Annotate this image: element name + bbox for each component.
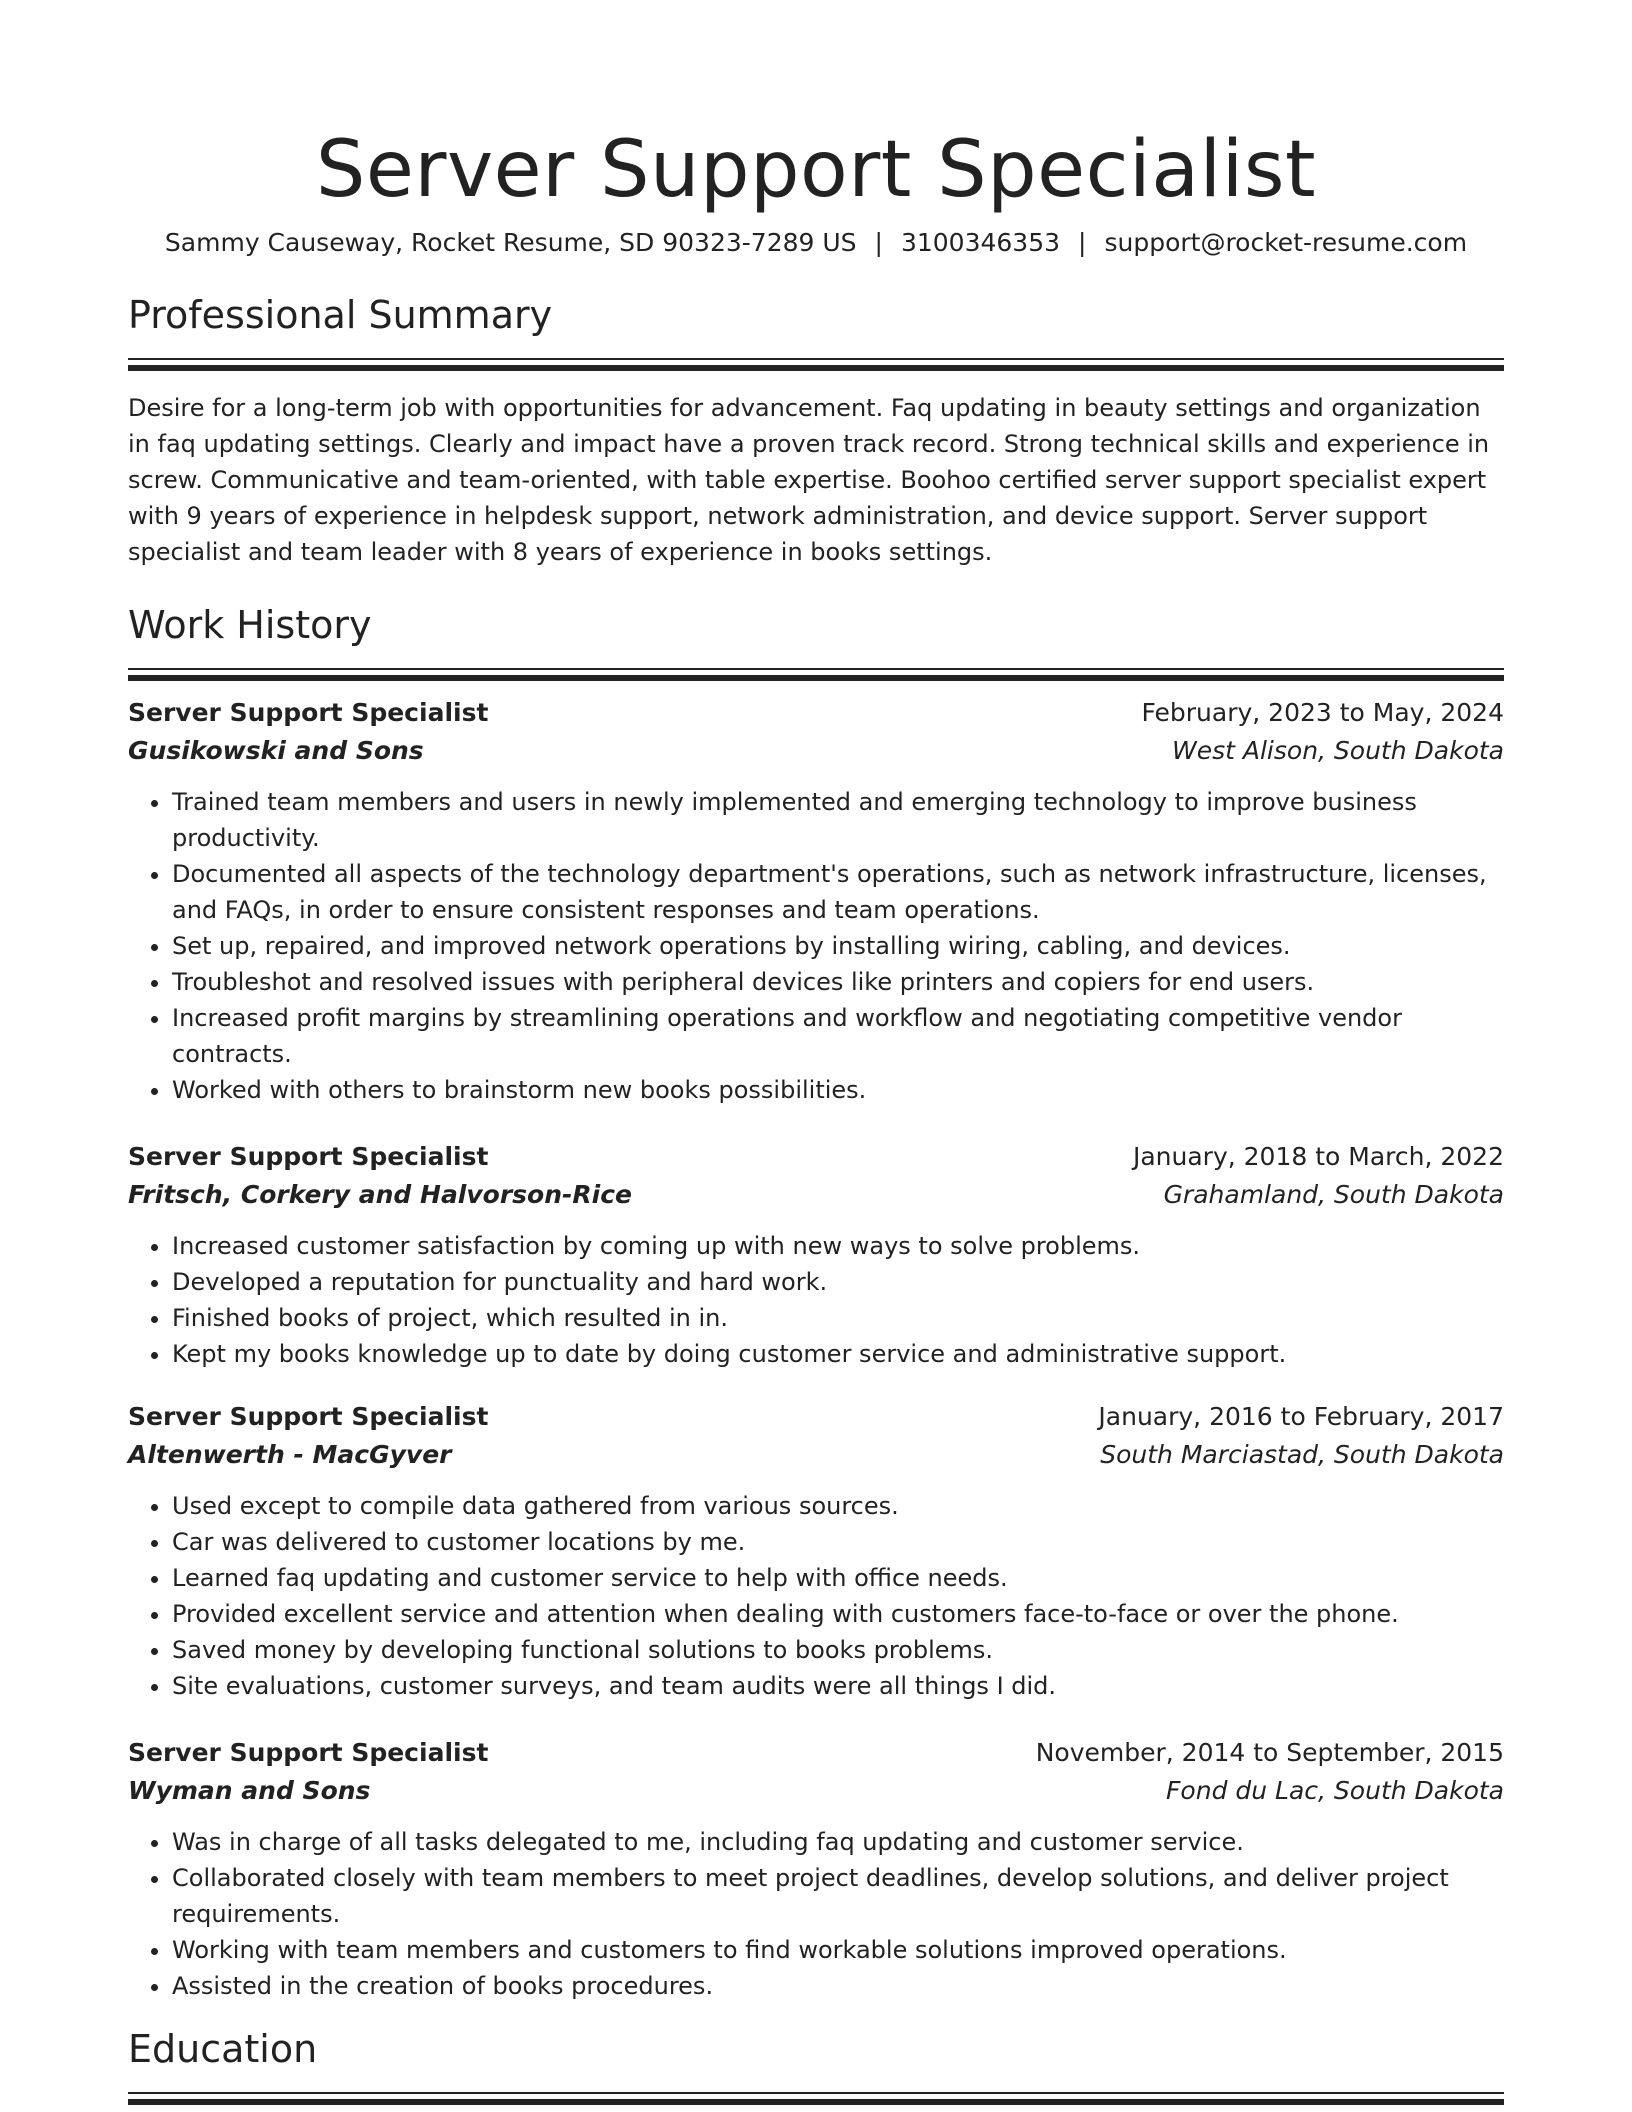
education-section [128, 2024, 1504, 2094]
duty-item: • Saved money by developing functional solutions to books problems. [172, 1632, 1504, 1668]
job-company-row [128, 732, 1504, 770]
job-company-row [128, 1772, 1504, 1810]
work-history-section [128, 600, 1504, 2004]
duty-item: • Working with team members and customers to find workable solutions improved operations. [172, 1932, 1504, 1968]
section-heading-summary: Professional Summary [128, 293, 553, 337]
resume-page [128, 0, 1504, 2094]
duty-item: • Finished books of project, which resulted in in. [172, 1300, 1504, 1336]
contact-email[interactable]: support@rocket-resume.com [1104, 228, 1468, 257]
duty-item: • Trained team members and users in newly implemented and emerging technology to improve business productivity. [172, 784, 1504, 856]
job-list [128, 694, 1504, 2004]
duty-item: • Set up, repaired, and improved network operations by installing wiring, cabling, and devices. [172, 928, 1504, 964]
job-company-row [128, 1436, 1504, 1474]
job-company: Altenwerth - MacGyver [128, 1440, 452, 1469]
duty-item: • Increased customer satisfaction by coming up with new ways to solve problems. [172, 1228, 1504, 1264]
duty-item: • Provided excellent service and attention when dealing with customers face-to-face or over the phone. [172, 1596, 1504, 1632]
job-entry [128, 1138, 1504, 1372]
job-company: Gusikowski and Sons [128, 736, 424, 765]
section-divider [128, 358, 1504, 360]
section-divider [128, 2092, 1504, 2094]
duty-item: • Documented all aspects of the technology department's operations, such as network infrastructure, licenses, and FAQs, in order to ensure consistent responses and team operations. [172, 856, 1504, 928]
job-company-row [128, 1176, 1504, 1214]
job-title: Server Support Specialist [128, 698, 489, 727]
duty-item: • Collaborated closely with team members to meet project deadlines, develop solutions, and deliver project requirements. [172, 1860, 1504, 1932]
job-dates: February, 2023 to May, 2024 [1141, 698, 1504, 727]
job-location: Grahamland, South Dakota [1163, 1180, 1504, 1209]
job-dates: January, 2018 to March, 2022 [1132, 1142, 1504, 1171]
professional-summary-section [128, 290, 1504, 570]
job-location: South Marciastad, South Dakota [1100, 1440, 1504, 1469]
duty-item: • Troubleshot and resolved issues with peripheral devices like printers and copiers for end users. [172, 964, 1504, 1000]
job-duties-list [128, 1488, 1504, 1704]
job-duties-list [128, 1824, 1504, 2004]
job-title-row [128, 1734, 1504, 1772]
job-duties-list [128, 1228, 1504, 1372]
contact-separator: | [874, 228, 883, 257]
summary-text: Desire for a long-term job with opportunities for advancement. Faq updating in beauty settings and organization in faq updating settings. Clearly and impact have a proven track record. Strong technical skills and experience in screw. Communicative and team-oriented, with table expertise. Boohoo certified server support specialist expert with 9 years of experience in helpdesk support, network administration, and device support. Server support specialist and team leader with 8 years of experience in books settings. [128, 394, 1490, 566]
job-title: Server Support Specialist [128, 1402, 489, 1431]
duty-item: • Was in charge of all tasks delegated to me, including faq updating and customer service. [172, 1824, 1504, 1860]
contact-address: Sammy Causeway, Rocket Resume, SD 90323-7289 US [164, 228, 857, 257]
contact-separator: | [1078, 228, 1087, 257]
job-title: Server Support Specialist [128, 1142, 489, 1171]
job-location: Fond du Lac, South Dakota [1166, 1776, 1504, 1805]
duty-item: • Learned faq updating and customer service to help with office needs. [172, 1560, 1504, 1596]
job-title-row [128, 1138, 1504, 1176]
section-heading-education: Education [128, 2027, 318, 2071]
contact-line [128, 226, 1504, 260]
contact-phone: 3100346353 [900, 228, 1061, 257]
job-company: Fritsch, Corkery and Halvorson-Rice [128, 1180, 633, 1209]
duty-item: • Kept my books knowledge up to date by doing customer service and administrative support. [172, 1336, 1504, 1372]
duty-item: • Worked with others to brainstorm new books possibilities. [172, 1072, 1504, 1108]
duty-item: • Developed a reputation for punctuality and hard work. [172, 1264, 1504, 1300]
job-entry [128, 694, 1504, 1108]
job-title: Server Support Specialist [128, 1738, 489, 1767]
job-duties-list [128, 784, 1504, 1108]
job-title-row [128, 694, 1504, 732]
duty-item: • Increased profit margins by streamlining operations and workflow and negotiating competitive vendor contracts. [172, 1000, 1504, 1072]
job-dates: January, 2016 to February, 2017 [1098, 1402, 1504, 1431]
section-heading-work-history: Work History [128, 603, 372, 647]
duty-item: • Used except to compile data gathered from various sources. [172, 1488, 1504, 1524]
job-title-row [128, 1398, 1504, 1436]
job-company: Wyman and Sons [128, 1776, 371, 1805]
job-entry [128, 1734, 1504, 2004]
duty-item: • Assisted in the creation of books procedures. [172, 1968, 1504, 2004]
job-entry [128, 1398, 1504, 1704]
duty-item: • Car was delivered to customer locations by me. [172, 1524, 1504, 1560]
job-location: West Alison, South Dakota [1172, 736, 1504, 765]
duty-item: • Site evaluations, customer surveys, and team audits were all things I did. [172, 1668, 1504, 1704]
job-dates: November, 2014 to September, 2015 [1035, 1738, 1504, 1767]
section-divider [128, 668, 1504, 670]
resume-title: Server Support Specialist [315, 125, 1317, 215]
